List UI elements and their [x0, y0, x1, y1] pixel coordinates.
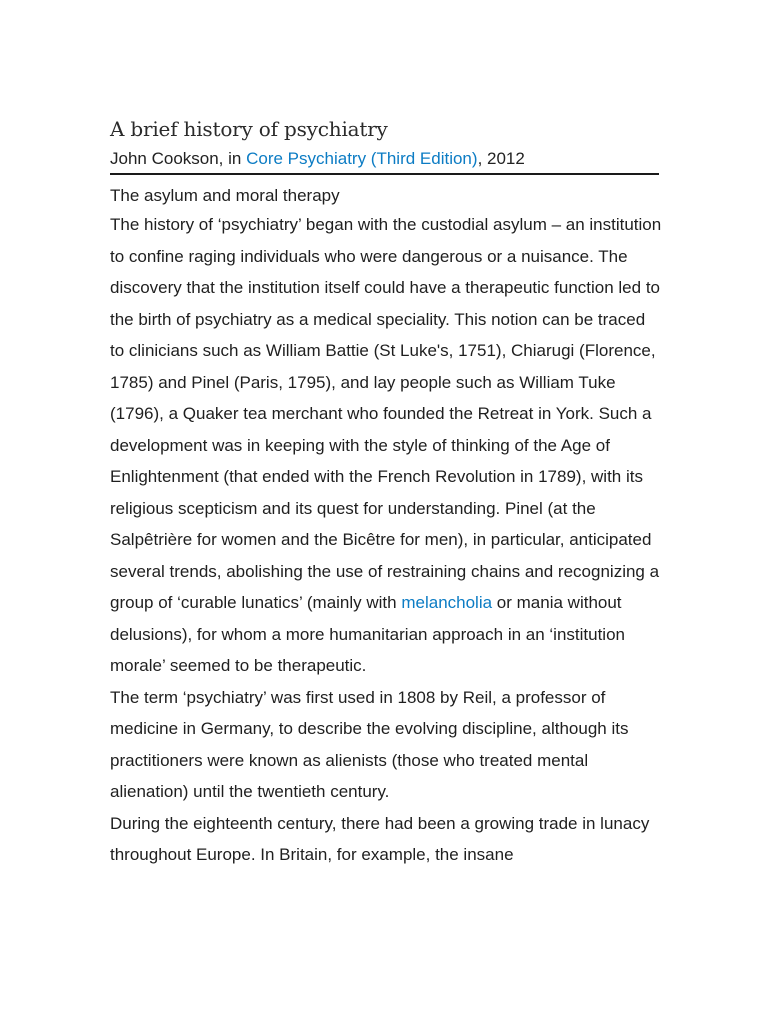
paragraph-1-text-b: or mania without delusions), for whom a more humanitarian approach in an ‘institution morale’ seemed to be therapeutic. — [110, 593, 625, 675]
paragraph-1 — [110, 209, 662, 682]
paragraph-3: During the eighteenth century, there had been a growing trade in lunacy throughout Europe. In Britain, for example, the insane — [110, 813, 650, 864]
article-title: A brief history of psychiatry — [110, 117, 388, 141]
article — [110, 112, 660, 871]
byline-year: , 2012 — [477, 149, 525, 168]
byline — [110, 146, 659, 175]
paragraph-1-text-a: The history of ‘psychiatry’ began with the custodial asylum – an institution to confine raging individuals who were dangerous or a nuisance. The discovery that the institution itself could have a therapeutic function led to the birth of psychiatry as a medical speciality. This notion can be traced to clinicians such as William Battie (St Luke's, 1751), Chiarugi (Florence, 1785) and Pinel (Paris, 1795), and lay people such as William Tuke (1796), a Quaker tea merchant who founded the Retreat in York. Such a development was in keeping with the style of thinking of the Age of Enlightenment (that ended with the French Revolution in 1789), with its religious scepticism and its quest for understanding. Pinel (at the Salpêtrière for women and the Bicêtre for men), in particular, anticipated several trends, abolishing the use of restraining chains and recognizing a group of ‘curable lunatics’ (mainly with — [110, 215, 662, 612]
book-link[interactable]: Core Psychiatry (Third Edition) — [246, 149, 478, 168]
paragraph-2: The term ‘psychiatry’ was first used in 1808 by Reil, a professor of medicine in Germany, to describe the evolving discipline, although its practitioners were known as alienists (those who treated mental alienation) until the twentieth century. — [110, 687, 629, 801]
section-heading: The asylum and moral therapy — [110, 186, 340, 205]
byline-author: John Cookson, in — [110, 149, 247, 168]
melancholia-link[interactable]: melancholia — [401, 593, 493, 612]
